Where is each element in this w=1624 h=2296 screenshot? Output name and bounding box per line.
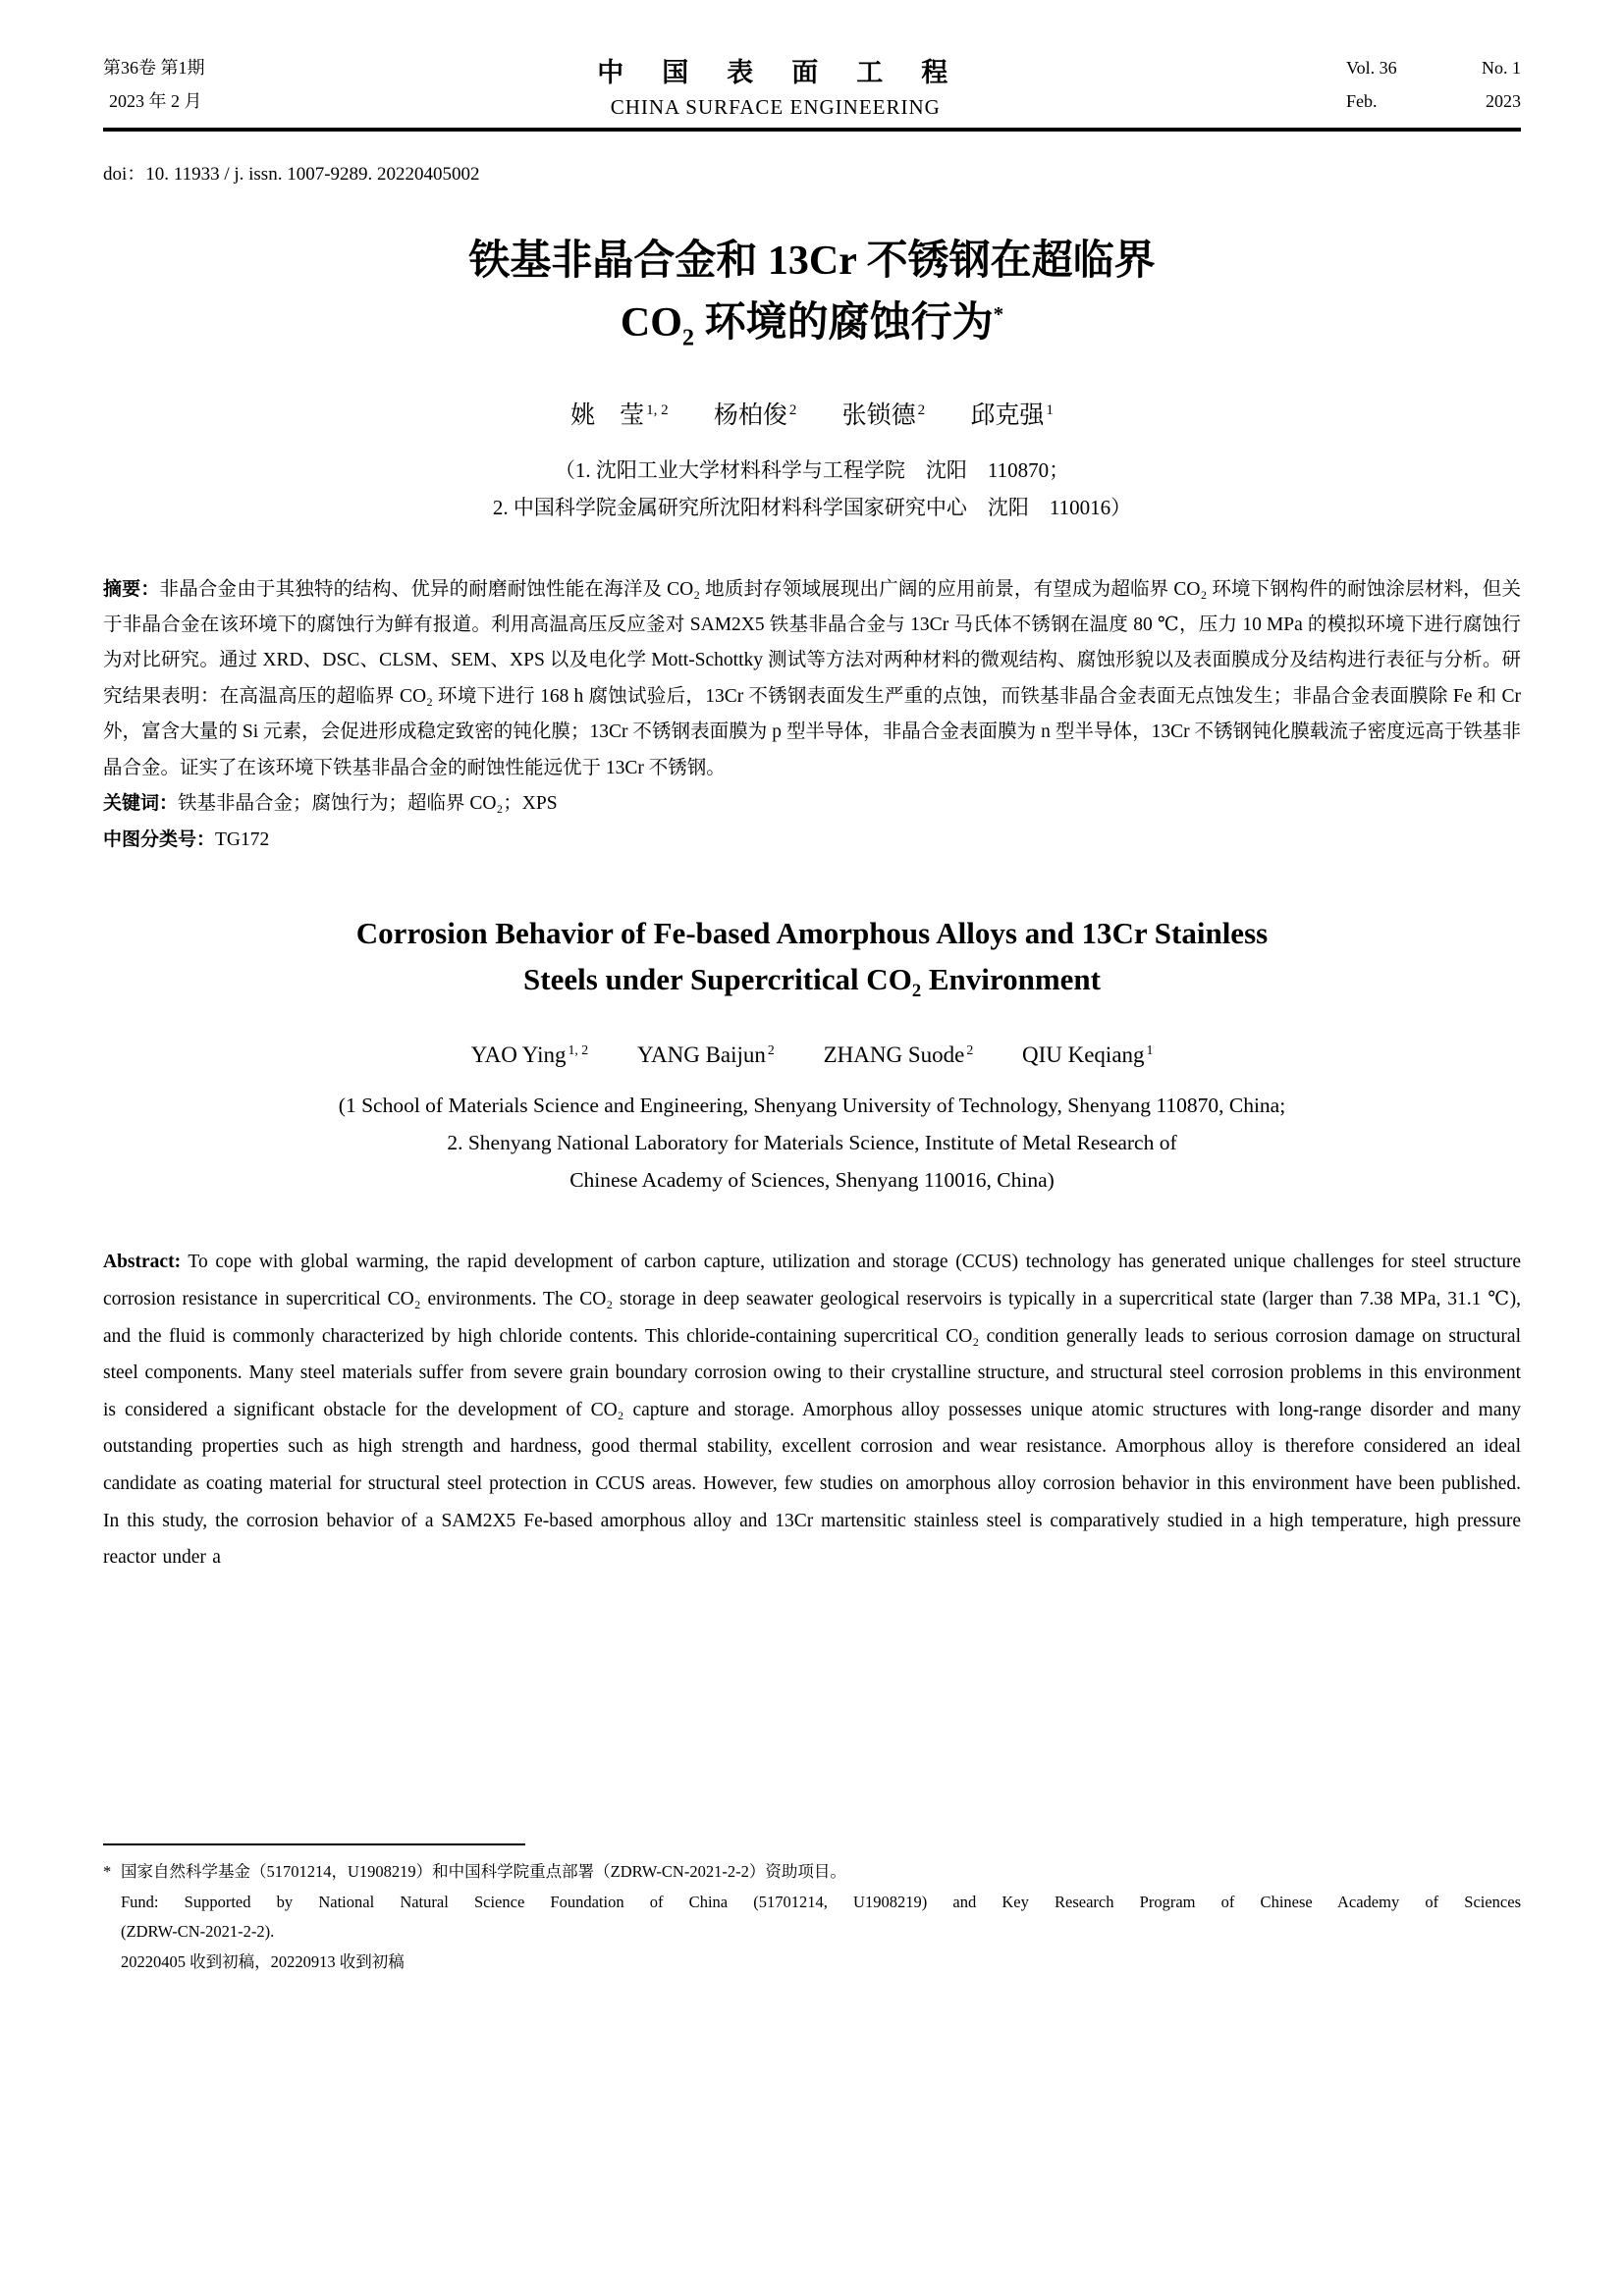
- doi-line: doi：10. 11933 / j. issn. 1007-9289. 20220405002: [103, 164, 480, 185]
- title-en-line1: Corrosion Behavior of Fe-based Amorphous Alloys and 13Cr Stainless: [355, 916, 1269, 951]
- affiliation-en-2: 2. Shenyang National Laboratory for Materials Science, Institute of Metal Research of: [447, 1131, 1177, 1154]
- footnote-dates: 20220405 收到初稿，20220913 收到初稿: [121, 1951, 405, 1971]
- affiliation-cn-1: （1. 沈阳工业大学材料科学与工程学院 沈阳 110870；: [554, 457, 1070, 482]
- paper-title-cn: [103, 231, 1521, 356]
- author-name: YAO Ying: [470, 1042, 567, 1068]
- title-cn-line2: [620, 300, 1004, 351]
- author-name: QIU Keqiang: [1021, 1042, 1145, 1068]
- title-en-pre: Steels under Supercritical CO: [523, 961, 912, 996]
- author-affil-sup: 1: [1146, 1041, 1154, 1057]
- footnote-fund-en-line1: Fund: Supported by National Natural Science Foundation of China (51701214, U1908219) and Key Research Program of Chinese Academy of Sciences: [121, 1892, 1521, 1911]
- volume-issue-cn: 第36卷 第1期: [103, 58, 205, 78]
- journal-title-en: CHINA SURFACE ENGINEERING: [610, 95, 941, 119]
- clc-text: TG172: [215, 828, 270, 850]
- author-name: 姚 莹: [570, 401, 645, 429]
- paper-title-en: [103, 911, 1521, 1005]
- footnote-block: [103, 1843, 1521, 1977]
- footnote-fund-cn-text: 国家自然科学基金（51701214，U1908219）和中国科学院重点部署（ZDRW-CN-2021-2-2）资助项目。: [121, 1862, 846, 1881]
- title-cn-line1: 铁基非晶合金和 13Cr 不锈钢在超临界: [468, 239, 1156, 284]
- footnote-star: *: [103, 1862, 112, 1881]
- author-cn-4: [970, 402, 1054, 429]
- author-en-3: [824, 1042, 974, 1067]
- footnote-fund-en-line2: (ZDRW-CN-2021-2-2).: [121, 1922, 275, 1942]
- date-cn: 2023 年 2 月: [109, 91, 202, 112]
- volume-en: Vol. 36: [1346, 58, 1397, 78]
- title-en-line2: [523, 961, 1101, 1001]
- abstract-cn: [103, 572, 1521, 787]
- affiliations-en: [103, 1088, 1521, 1199]
- author-name: 张锁德: [841, 401, 916, 429]
- journal-header: [103, 51, 1521, 120]
- author-affil-sup: 1, 2: [646, 401, 669, 418]
- volume-row: [1346, 51, 1521, 84]
- journal-title-block: [205, 51, 1347, 120]
- affiliations-cn: [103, 453, 1521, 527]
- authors-en: [103, 1042, 1521, 1069]
- abstract-label-en: Abstract:: [103, 1252, 182, 1273]
- year-en: 2023: [1486, 91, 1521, 112]
- footnote-divider: [103, 1843, 525, 1845]
- author-name: 杨柏俊: [713, 401, 787, 429]
- clc-line: [103, 823, 1521, 858]
- header-volume-info: [1346, 51, 1521, 118]
- author-affil-sup: 1, 2: [568, 1041, 589, 1057]
- header-issue-info: [103, 51, 205, 118]
- issue-en: No. 1: [1482, 58, 1521, 78]
- author-affil-sup: 2: [917, 401, 926, 418]
- author-cn-1: [570, 402, 669, 429]
- title-cn-rest: 环境的腐蚀行为: [694, 300, 994, 346]
- author-en-2: [637, 1042, 775, 1067]
- keywords-line: [103, 786, 1521, 822]
- author-affil-sup: 2: [966, 1041, 974, 1057]
- keywords-label: 关键词：: [103, 793, 179, 815]
- keywords-text: 铁基非晶合金；腐蚀行为；超临界 CO₂；XPS: [178, 793, 558, 815]
- abstract-label-cn: 摘要：: [103, 578, 160, 600]
- author-name: ZHANG Suode: [823, 1042, 965, 1068]
- journal-title-cn: 中 国 表 面 工 程: [597, 58, 954, 87]
- header-divider: [103, 128, 1521, 132]
- clc-label: 中图分类号：: [103, 828, 216, 850]
- authors-cn: [103, 396, 1521, 431]
- title-cn-subscript: 2: [681, 324, 695, 351]
- author-affil-sup: 2: [788, 401, 797, 418]
- author-affil-sup: 2: [767, 1041, 775, 1057]
- month-en: Feb.: [1346, 91, 1378, 112]
- author-name: 邱克强: [970, 401, 1045, 429]
- affiliation-en-1: (1 School of Materials Science and Engineering, Shenyang University of Technology, Shenyang 110870, China;: [338, 1094, 1286, 1118]
- author-cn-2: [714, 402, 797, 429]
- affiliation-cn-2: 2. 中国科学院金属研究所沈阳材料科学国家研究中心 沈阳 110016）: [492, 495, 1132, 519]
- title-cn-co: CO: [620, 300, 682, 346]
- title-footnote-star: *: [993, 302, 1004, 326]
- author-name: YANG Baijun: [636, 1042, 766, 1068]
- abstract-text-cn: 非晶合金由于其独特的结构、优异的耐磨耐蚀性能在海洋及 CO₂ 地质封存领域展现出广阔的应用前景，有望成为超临界 CO₂ 环境下钢构件的耐蚀涂层材料，但关于非晶合金在该环境下的腐蚀行为鲜有报道。利用高温高压反应釜对 SAM2X5 铁基非晶合金与 13Cr 马氏体不锈钢在温度 80 ℃，压力 10 MPa 的模拟环境下进行腐蚀行为对比研究。通过 XRD、DSC、CLSM、SEM、XPS 以及电化学 Mott-Schottky 测试等方法对两种材料的微观结构、腐蚀形貌以及表面膜成分及结构进行表征与分析。研究结果表明：在高温高压的超临界 CO₂ 环境下进行 168 h 腐蚀试验后，13Cr 不锈钢表面发生严重的点蚀，而铁基非晶合金表面无点蚀发生；非晶合金表面膜除 Fe 和 Cr 外，富含大量的 Si 元素，会促进形成稳定致密的钝化膜；13Cr 不锈钢表面膜为 p 型半导体，非晶合金表面膜为 n 型半导体，13Cr 不锈钢钝化膜载流子密度远高于铁基非晶合金。证实了在该环境下铁基非晶合金的耐蚀性能远优于 13Cr 不锈钢。: [103, 578, 1521, 778]
- affiliation-en-3: Chinese Academy of Sciences, Shenyang 110016, China): [569, 1167, 1055, 1192]
- title-en-rest: Environment: [921, 961, 1101, 996]
- title-en-subscript: 2: [911, 980, 922, 1001]
- author-en-1: [471, 1042, 589, 1067]
- author-affil-sup: 1: [1046, 401, 1054, 418]
- date-row: [1346, 84, 1521, 118]
- abstract-text-en: To cope with global warming, the rapid development of carbon capture, utilization and storage (CCUS) technology has generated unique challenges for steel structure corrosion resistance in supercritical CO₂ environments. The CO₂ storage in deep seawater geological reservoirs is typically in a supercritical state (larger than 7.38 MPa, 31.1 ℃), and the fluid is commonly characterized by high chloride contents. This chloride-containing supercritical CO₂ condition generally leads to serious corrosion damage on structural steel components. Many steel materials suffer from severe grain boundary corrosion owing to their crystalline structure, and structural steel corrosion problems in this environment is considered a significant obstacle for the development of CO₂ capture and storage. Amorphous alloy possesses unique atomic structures with long-range disorder and many outstanding properties such as high strength and hardness, good thermal stability, excellent corrosion and wear resistance. Amorphous alloy is therefore considered an ideal candidate as coating material for structural steel protection in CCUS areas. However, few studies on amorphous alloy corrosion behavior in this environment have been published. In this study, the corrosion behavior of a SAM2X5 Fe-based amorphous alloy and 13Cr martensitic stainless steel is comparatively studied in a high temperature, high pressure reactor under a: [103, 1252, 1521, 1569]
- footnote-fund-cn: [103, 1857, 1521, 1888]
- abstract-en: [103, 1244, 1521, 1576]
- author-en-4: [1022, 1042, 1153, 1067]
- author-cn-3: [842, 402, 926, 429]
